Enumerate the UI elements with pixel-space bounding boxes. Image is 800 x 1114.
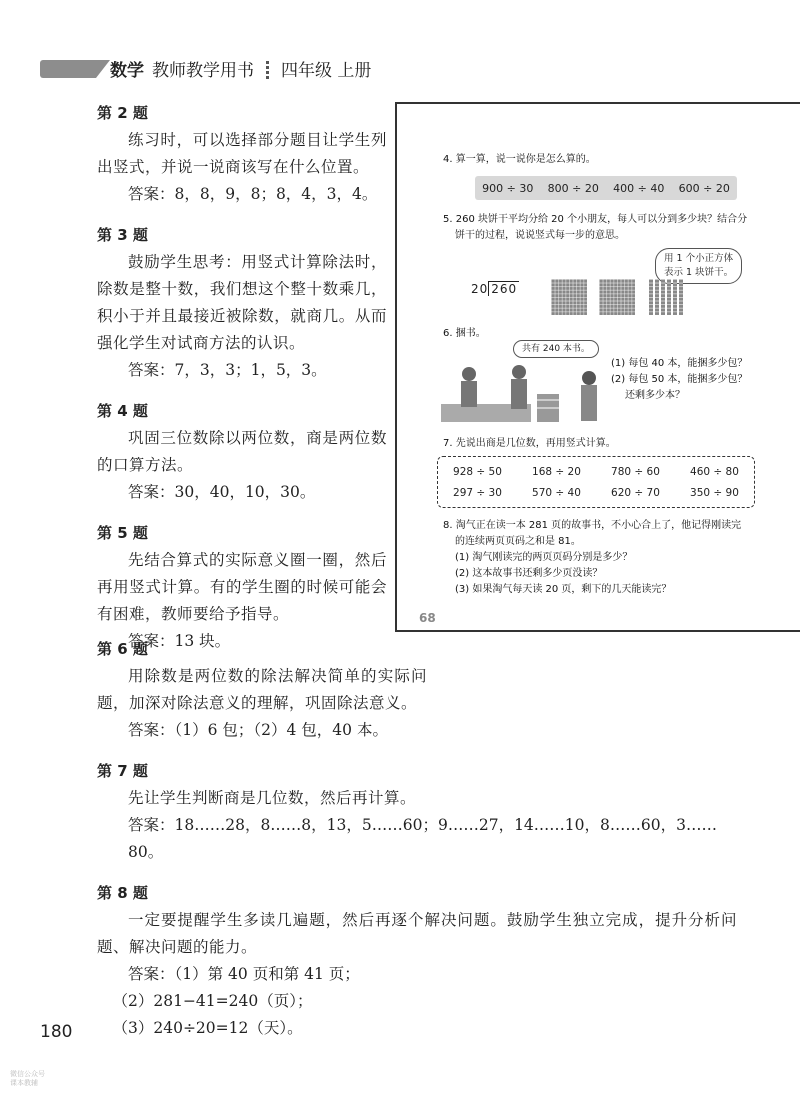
exercise-8-q2: (2) 这本故事书还剩多少页没读？ [455, 568, 603, 579]
header-volume: 上册 [337, 61, 372, 81]
question-answer: 答案：（1）6 包；（2）4 包，40 本。 [128, 721, 388, 739]
watermark-line: 课本教辅 [10, 1079, 38, 1087]
header-subject: 数学 [110, 61, 144, 81]
question-text: 练习时，可以选择部分题目让学生列出竖式，并说一说商该写在什么位置。 [97, 131, 387, 176]
ten-rod [679, 279, 683, 315]
calc-item: 297 ÷ 30 [453, 486, 502, 499]
exercise-7-calculations [437, 456, 755, 508]
exercise-6-q2: (2) 每包 50 本，能捆多少包？ [611, 374, 748, 385]
ten-rod [661, 279, 665, 315]
calc-item: 900 ÷ 30 [482, 181, 534, 195]
exercise-8-line-2: 的连续两页页码之和是 81。 [455, 536, 581, 547]
workers-illustration [441, 364, 611, 426]
calc-item: 600 ÷ 20 [678, 181, 730, 195]
question-answer: 答案：18……28，8……8，13，5……60；9……27，14……10，8……60，3……80。 [128, 816, 717, 861]
question-text: 用除数是两位数的除法解决简单的实际问题，加深对除法意义的理解，巩固除法意义。 [97, 667, 427, 712]
question-text: 一定要提醒学生多读几遍题，然后再逐个解决问题。鼓励学生独立完成，提升分析问题、解决问题的能力。 [97, 911, 737, 956]
full-width-section [97, 636, 737, 1042]
exercise-8-q3: (3) 如果淘气每天读 20 页，剩下的几天能读完？ [455, 584, 672, 595]
calc-item: 570 ÷ 40 [532, 486, 581, 499]
watermark [10, 1070, 45, 1088]
calc-item: 928 ÷ 50 [453, 465, 502, 478]
exercise-5-line-1: 5. 260 块饼干平均分给 20 个小朋友，每人可以分到多少块？结合分 [443, 214, 748, 225]
hundred-flat [599, 279, 635, 315]
inset-page-number: 68 [419, 611, 436, 625]
header-book: 教师教学用书 [152, 61, 254, 81]
header-decoration [40, 60, 96, 78]
exercise-6-speech-bubble: 共有 240 本书。 [513, 340, 599, 358]
ten-rod [649, 279, 653, 315]
calc-item: 400 ÷ 40 [613, 181, 665, 195]
question-title: 第 6 题 [97, 640, 148, 658]
calc-item: 350 ÷ 90 [690, 486, 739, 499]
exercise-7: 7. 先说出商是几位数，再用竖式计算。 [443, 438, 616, 449]
divisor: 20 [471, 282, 489, 296]
bubble-line: 用 1 个小正方体 [664, 253, 734, 264]
question-text: 鼓励学生思考：用竖式计算除法时，除数是整十数，我们想这个整十数乘几，积小于并且最接近被除数，就商几。从而强化学生对试商方法的认识。 [97, 253, 387, 352]
calc-item: 168 ÷ 20 [532, 465, 581, 478]
exercise-8-line-1: 8. 淘气正在读一本 281 页的故事书，不小心合上了，他记得刚读完 [443, 520, 742, 531]
question-answer: 答案：7，3，3；1，5，3。 [128, 361, 327, 379]
page-number: 180 [40, 1022, 73, 1042]
header-grade: 四年级 [281, 61, 332, 81]
hundred-flat [551, 279, 587, 315]
question-answer-line: （2）281−41=240（页）； [112, 992, 313, 1010]
running-header [110, 56, 371, 81]
question-title: 第 7 题 [97, 762, 148, 780]
textbook-page-inset [395, 102, 800, 632]
question-text: 巩固三位数除以两位数，商是两位数的口算方法。 [97, 429, 387, 474]
question-title: 第 8 题 [97, 884, 148, 902]
calc-item: 780 ÷ 60 [611, 465, 660, 478]
exercise-4: 4. 算一算，说一说你是怎么算的。 [443, 154, 596, 165]
question-answer: 答案：8，8，9，8；8，4，3，4。 [128, 185, 378, 203]
exercise-6: 6. 捆书。 [443, 328, 486, 339]
calc-item: 800 ÷ 20 [547, 181, 599, 195]
question-text: 先结合算式的实际意义圈一圈，然后再用竖式计算。有的学生圈的时候可能会有困难，教师要给予指导。 [97, 551, 387, 623]
question-answer: 答案：（1）第 40 页和第 41 页； [128, 965, 360, 983]
ten-rod [673, 279, 677, 315]
bubble-line: 表示 1 块饼干。 [664, 267, 734, 278]
ten-rod [667, 279, 671, 315]
exercise-6-q2b: 还剩多少本？ [625, 390, 685, 401]
ten-rod [655, 279, 659, 315]
dividend: 260 [488, 281, 519, 296]
question-answer-line: （3）240÷20=12（天）。 [112, 1019, 303, 1037]
question-title: 第 3 题 [97, 226, 148, 244]
question-answer: 答案：30，40，10，30。 [128, 483, 316, 501]
exercise-5-line-2: 饼干的过程，说说竖式每一步的意思。 [455, 230, 625, 241]
question-title: 第 5 题 [97, 524, 148, 542]
exercise-6-q1: (1) 每包 40 本，能捆多少包？ [611, 358, 748, 369]
exercise-8-q1: (1) 淘气刚读完的两页页码分别是多少？ [455, 552, 633, 563]
calc-item: 460 ÷ 80 [690, 465, 739, 478]
left-column [97, 100, 387, 655]
header-separator [266, 61, 269, 79]
question-answer: 答案：13 块。 [128, 632, 231, 650]
question-text: 先让学生判断商是几位数，然后再计算。 [128, 789, 417, 807]
watermark-line: 微信公众号 [10, 1070, 45, 1078]
long-division-setup [471, 282, 519, 296]
question-title: 第 4 题 [97, 402, 148, 420]
question-title: 第 2 题 [97, 104, 148, 122]
exercise-4-calculations [475, 176, 737, 200]
calc-item: 620 ÷ 70 [611, 486, 660, 499]
